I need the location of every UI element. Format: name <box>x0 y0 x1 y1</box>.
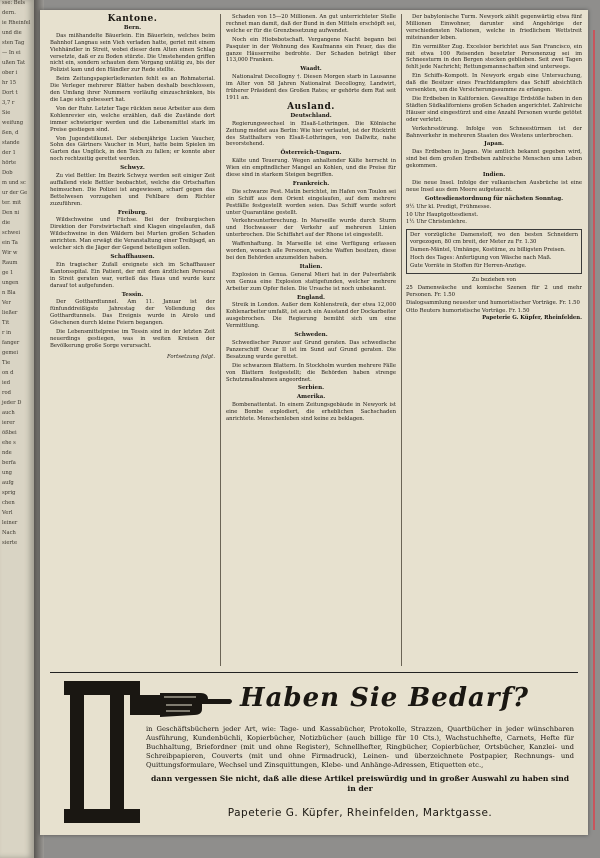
book-ad-line: Otto Reuters humoristische Vorträge. Fr. 1.50 <box>406 307 530 314</box>
article-paragraph: Zu viel Bettler. Im Bezirk Schwyz werden seit einiger Zeit auffallend viele Bettler beobachtet, welche die Ortschaften heimsuchen. Die Polizei ist angewiesen, scharf gegen das Bettelwesen vorzugehen und Fehlbare dem Richter zuzuführen. <box>50 173 215 207</box>
subhead-italien: Italien. <box>299 263 323 270</box>
adjacent-page-strip <box>0 0 34 858</box>
article-paragraph: Die Lebensmittelpreise im Tessin sind in der letzten Zeit neuerdings gestiegen, was in weiten Kreisen der Bevölkerung große Sorge verursacht. <box>50 329 215 349</box>
strip-text-line: Dort t <box>2 90 18 96</box>
column-left <box>50 14 215 666</box>
strip-text-line: rod <box>2 390 11 396</box>
column-middle <box>226 14 396 666</box>
article-paragraph: Streik in London. Außer dem Kohlenstreik, der etwa 12,000 Kohlenarbeiter umfaßt, ist auch ein Ausstand der Dockarbeiter ausgebrochen. Die Regierung bemüht sich um eine Vermittlung. <box>226 302 396 330</box>
strip-text-line: die <box>2 220 11 226</box>
article-paragraph: Ein Schiffs-Kompott. In Newyork ergab eine Untersuchung, daß die Besitzer eines Frachtdampfers das Schiff absichtlich versenkten, um die Versicherungssumme zu erlangen. <box>406 73 582 94</box>
article-paragraph: Das mißhandelte Bäuerlein. Ein Bäuerlein, welches beim Bahnhof Langnau sein Vieh verladen hatte, geriet mit einem Viehhändler in Streit, wobei dieser dem Alten einen Schlag versetzte, daß er zu Boden stürzte. Die Umstehenden griffen nicht ein, sondern schauten dem Vorgang untätig zu, bis der Polizist kam und den Händler zur Rede stellte. <box>50 32 215 74</box>
strip-text-line: on d <box>2 370 14 376</box>
article-paragraph: Die schwarzen Blattern. In Stockholm wurden mehrere Fälle von Blattern festgestellt; die Behörden haben strenge Schutzmaßnahmen angeordnet. <box>226 362 396 383</box>
subhead-oesterreich: Österreich-Ungarn. <box>280 150 342 157</box>
column-rule <box>401 14 402 666</box>
strip-text-line: Verl <box>2 510 13 516</box>
article-paragraph: Die neue Insel. Infolge der vulkanischen Ausbrüche ist eine neue Insel aus dem Meere aufgetaucht. <box>406 179 582 193</box>
strip-text-line: ungen <box>2 280 19 286</box>
strip-text-line: fanger <box>2 340 20 346</box>
subhead-indien: Indien. <box>482 172 506 179</box>
pointing-hand-icon <box>130 685 234 725</box>
strip-text-line: auch <box>2 410 15 416</box>
page-edge-marker <box>593 30 595 830</box>
book-ad-line: Zu beziehen von <box>471 276 517 283</box>
section-title-kantone: Kantone. <box>107 14 158 24</box>
subhead-tessin: Tessin. <box>121 291 144 298</box>
column-rule <box>220 14 221 666</box>
strip-text-line: ßen, d <box>2 130 19 136</box>
article-paragraph: Von Jugendstilkunst. Der siebenjährige Lucien Vaucher, Sohn des Gärtners Vaucher in Muri, hatte beim Spielen im Garten das Unglück, in den Teich zu fallen; er konnte aber noch rechtzeitig gerettet werden. <box>50 135 215 163</box>
church-notice-row: 10 Uhr Hauptgottesdienst. <box>406 211 479 218</box>
article-paragraph: Wildschweine und Füchse. Bei der freiburgischen Direktion der Forstwirtschaft sind Klagen eingelaufen, daß Wildschweine in den Wäldern bei Murten großen Schaden anrichten. Man erwägt die Veranstaltung einer Treibjagd, an welcher sich die Jäger der Gegend beteiligen sollen. <box>50 217 215 252</box>
strip-text-line: nde <box>2 450 12 456</box>
article-paragraph: Bombenattentat. In einem Zeitungsgebäude in Newyork ist eine Bombe explodiert, die erheblichen Sachschaden anrichtete. Menschenleben sind keine zu beklagen. <box>226 402 396 423</box>
book-ad-line: Dialogsammlung neuester und humoristischer Vorträge. Fr. 1.50 <box>406 299 580 306</box>
strip-text-line: und die <box>2 30 22 36</box>
article-paragraph: Waffenhaftung. In Marseille ist eine Verfügung erlassen worden, wonach alle Personen, welche Waffen besitzen, diese bei den Behörden anzumelden haben. <box>226 241 396 261</box>
strip-text-line: ließer <box>2 310 18 316</box>
strip-text-line: aufg <box>2 480 14 486</box>
strip-text-line: m und sc <box>2 180 26 186</box>
book-ad-line: 25 Damenwäsche und komische Szenen für 2 und mehr Personen. Fr. 1.50 <box>406 284 582 298</box>
subhead-england: England. <box>297 294 325 301</box>
strip-text-line: jeder D <box>2 400 22 406</box>
strip-text-line: ung <box>2 470 13 476</box>
strip-text-line: Den ni <box>2 210 20 216</box>
article-paragraph: Kälte und Teuerung. Wegen anhaltender Kälte herrscht in Wien ein empfindlicher Mangel an Kohlen, und die Preise für diese sind in starkem Steigen begriffen. <box>226 158 396 179</box>
strip-text-line: — In ei <box>2 50 21 56</box>
subhead-deutschland: Deutschland. <box>290 112 332 119</box>
church-notice-row: 9½ Uhr kl. Predigt, Frühmesse. <box>406 203 492 210</box>
advertisement-panel <box>50 672 578 829</box>
strip-text-line: Raum <box>2 260 18 266</box>
subhead-frankreich: Frankreich. <box>292 180 330 187</box>
article-paragraph: Der babylonische Turm. Newyork zählt gegenwärtig etwa fünf Millionen Einwohner, darunter sind Angehörige der verschiedensten Nationen, welche in friedlichem Wettstreit miteinander leben. <box>406 14 582 41</box>
classified-ad-box <box>406 229 582 274</box>
strip-text-line: Ver <box>2 300 11 306</box>
strip-text-line: n Bla <box>2 290 16 296</box>
strip-text-line: Tie <box>2 360 11 366</box>
strip-text-line: leiner <box>2 520 18 526</box>
strip-text-line: ge 1 <box>2 270 14 276</box>
subhead-schweden: Schweden. <box>294 332 328 339</box>
article-paragraph: Explosion in Genua. General Mieri hat in der Pulverfabrik von Genua eine Explosion stattgefunden, welcher mehrere Arbeiter zum Opfer fielen. Die Ursache ist noch unbekannt. <box>226 271 396 292</box>
strip-text-line: schwei <box>2 230 21 236</box>
classified-ad-line: Hoch des Tages: Anfertigung von Wäsche nach Maß. <box>410 255 552 262</box>
ad-shop-name: Papeterie G. Küpfer, Rheinfelden, Marktgasse. <box>227 807 493 819</box>
newspaper-page <box>40 10 588 835</box>
strip-text-line: weifung <box>2 120 24 126</box>
decorative-bracket-icon <box>64 681 140 823</box>
subhead-schwyz: Schwyz. <box>120 165 145 172</box>
strip-text-line: ein Ta <box>2 240 18 246</box>
strip-text-line: ößbei <box>2 430 17 436</box>
strip-text-line: Dob <box>2 170 13 176</box>
classified-ad-line: Der vorzügliche Damenstoff, wo den besten Schneidern vorgezogen, 80 cm breit, der Meter zu Fr. 1.30 <box>410 232 578 246</box>
strip-text-line: sierte <box>2 540 18 546</box>
strip-text-line: gemei <box>2 350 19 356</box>
strip-text-line: ober i <box>2 70 18 76</box>
article-paragraph: Regierungswechsel in Elsaß-Lothringen. Die Kölnische Zeitung meldet aus Berlin: Wie hier verlautet, ist der Rücktritt des Statthalters von Elsaß-Lothringen, von Dallwitz, nahe bevorstehend. <box>226 120 396 148</box>
strip-text-line: hr 15 <box>2 80 17 86</box>
strip-text-line: Sie <box>2 110 11 116</box>
book-ad-signature: Papeterie G. Küpfer, Rheinfelden. <box>482 315 582 322</box>
classified-ad-line: Damen-Mäntel, Umhänge, Kostüme, zu billigsten Preisen. <box>410 247 566 254</box>
strip-text-line: ur der Ge <box>2 190 28 196</box>
article-columns <box>50 14 580 666</box>
strip-text-line: 3,7 r <box>2 100 15 106</box>
church-notice-row: 1½ Uhr Christenlehre. <box>406 219 467 226</box>
ad-body: in Geschäftsbüchern jeder Art, wie: Tage- und Kassabücher, Protokolle, Strazzen, Quartbücher in jeder wünschbaren Ausführung, Kundenbüchli, Kopierbücher, Notizbücher (auch billige für 10 Cts.), Wachstuchhefte, Carnets, Hefte für Buchhaltung, Briefordner (mit und ohne Register), Schnellhefter, Ringbücher, Copierbücher, Ortsbücher, Kanzlei- und Schreibpapieren, Couverts (mit und ohne Firmadruck), Leinen- und überzeichnete Postpapier, Rechnungs- und Quittungsformulare, Wechsel und Zinsquittungen, Klebe- und Anhänge-Adressen, Etiquetten etc., <box>146 725 574 769</box>
subhead-waadt: Waadt. <box>300 66 322 73</box>
ad-call-to-action: dann vergessen Sie nicht, daß alle diese Artikel preiswürdig und in großer Auswahl zu haben sind in der <box>150 774 570 793</box>
article-paragraph: Schaden von 15—20 Millionen. An gut unterrichteter Stelle rechnet man damit, daß der Bund in den Mitteln erschöpft sei, welche er für die Grenzbesetzung aufwendet. <box>226 14 396 34</box>
strip-text-line: sten Tag <box>2 40 25 46</box>
article-paragraph: Von der Ruhr. Letzter Tage rückten neue Arbeiter aus dem Kohlenrevier ein, welche erzählen, daß die Zustände dort immer schwieriger werden und die Lebensmittel stark im Preise gestiegen sind. <box>50 105 215 133</box>
strip-text-line: ierer <box>2 420 15 426</box>
strip-text-line: berfa <box>2 460 16 466</box>
ad-headline: Haben Sie Bedarf? <box>240 683 529 713</box>
strip-text-line: Nach <box>2 530 16 536</box>
article-paragraph: Noch ein Hiobsbotschaft. Vergangene Nacht begann bei Pasquier in der Wohnung des Kaufmanns ein Feuer, das die ganze Häuserreihe bedrohte. Der Schaden beträgt über 113,000 Franken. <box>226 36 396 64</box>
article-paragraph: Verkehrsunterbrechung. In Marseille wurde durch Sturm und Hochwasser der Verkehr auf mehreren Linien unterbrochen. Die Schiffahrt auf der Rhone ist eingestellt. <box>226 218 396 239</box>
subhead-serbien: Serbien. <box>297 385 325 392</box>
strip-text-line: ie Rheinfel <box>2 20 31 26</box>
classified-ad-line: Gute Vorräte in Stoffen für Herren-Anzüge. <box>410 263 527 269</box>
subhead-bern: Bern. <box>123 24 142 31</box>
article-paragraph: Nationalrat Decollogny †. Diesen Morgen starb in Lausanne im Alter von 58 Jahren Nationalrat Decollogny, Landwirt, früherer Präsident des Großen Rates; er gehörte dem Rat seit 1911 an. <box>226 74 396 101</box>
subhead-japan: Japan. <box>484 141 504 148</box>
column-right <box>406 14 582 666</box>
article-paragraph: Der Gotthardtunnel. Am 11. Januar ist der fünfunddreißigste Jahrestag der Vollendung des Gotthardtunnels. Das Ereignis wurde in Airolo und Göschenen durch kleine Feiern begangen. <box>50 299 215 327</box>
article-paragraph: Schwedischer Panzer auf Grund geraten. Das schwedische Panzerschiff Oscar II ist im Sund auf Grund geraten. Die Besatzung wurde gerettet. <box>226 339 396 360</box>
strip-text-line: sprig <box>2 490 16 496</box>
strip-text-line: Tit <box>2 320 10 326</box>
strip-text-line: Wir w <box>2 250 18 256</box>
section-title-ausland: Ausland. <box>287 101 335 112</box>
continuation-note: Fortsetzung folgt. <box>167 353 215 360</box>
article-paragraph: Die schwarze Pest. Matin berichtet, im Hafen von Toulon sei ein Schiff aus dem Orient eingelaufen, auf dem mehrere Pestfälle festgestellt worden seien. Das Schiff wurde sofort unter Quarantäne gestellt. <box>226 188 396 216</box>
strip-text-line: hörte <box>2 160 17 166</box>
article-paragraph: Ein vermißter Zug. Excelsior berichtet aus San Francisco, ein mit etwa 100 Reisenden besetzter Personenzug sei im Schneesturm in den Bergen stecken geblieben. Seit zwei Tagen fehlt jede Nachricht; Rettungsmannschaften sind unterwegs. <box>406 43 582 71</box>
strip-text-line: r in <box>2 330 12 336</box>
subhead-amerika: Amerika. <box>296 394 326 401</box>
strip-text-line: ußen Tat <box>2 60 26 66</box>
strip-text-line: sse: Bels <box>2 0 25 6</box>
article-paragraph: Beim Zeitungspapierlieferanten fehlt es an Rohmaterial. Die Verleger mehrerer Blätter haben deshalb beschlossen, den Umfang ihrer Nummern vorläufig einzuschränken, bis die Lage sich gebessert hat. <box>50 76 215 103</box>
article-paragraph: Ein tragischer Zufall ereignete sich im Schaffhauser Kantonsspital. Ein Patient, der mit dem ärztlichen Personal in Streit geraten war, verließ das Haus und wurde kurz darauf tot aufgefunden. <box>50 261 215 289</box>
strip-text-line: ehe s <box>2 440 16 446</box>
strip-text-line: der 1 <box>2 150 16 156</box>
article-paragraph: Verkehrsstörung. Infolge von Schneestürmen ist der Bahnverkehr in mehreren Staaten des Westens unterbrochen. <box>406 125 582 139</box>
strip-text-line: stande <box>2 140 20 146</box>
strip-text-line: ter. mit <box>2 200 22 206</box>
article-paragraph: Das Erdbeben in Japan. Wie amtlich bekannt gegeben wird, sind bei dem großen Erdbeben zahlreiche Menschen ums Leben gekommen. <box>406 149 582 170</box>
article-paragraph: Die Erdbeben in Kalifornien. Gewaltige Erdstöße haben in den Städten Südkaliforniens großen Schaden angerichtet. Zahlreiche Häuser sind eingestürzt und eine Anzahl Personen wurde getötet oder verletzt. <box>406 95 582 123</box>
strip-text-line: chen <box>2 500 15 506</box>
church-notice-heading: Gottesdienstordnung für nächsten Sonntag. <box>424 195 564 202</box>
subhead-schaffhausen: Schaffhausen. <box>110 254 155 260</box>
subhead-freiburg: Freiburg. <box>117 209 148 216</box>
strip-text-line: dern. <box>2 10 16 16</box>
strip-text-line: ied <box>2 380 11 386</box>
